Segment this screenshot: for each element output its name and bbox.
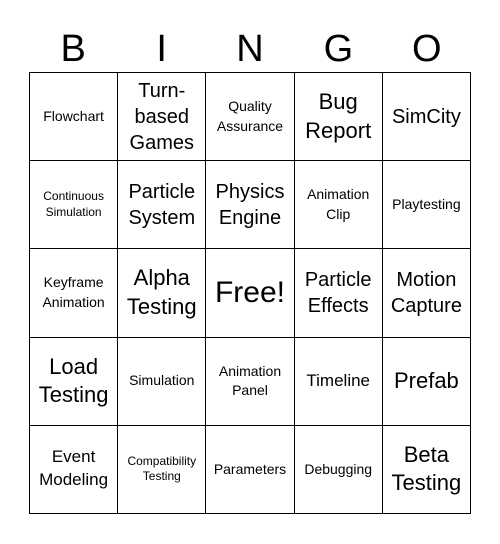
bingo-cell[interactable] bbox=[206, 161, 294, 249]
header-letter-o: O bbox=[412, 28, 442, 70]
cell-label: Timeline bbox=[306, 370, 370, 390]
bingo-board bbox=[29, 72, 471, 514]
bingo-cell[interactable] bbox=[118, 426, 206, 514]
cell-label: Motion Capture bbox=[390, 268, 462, 317]
bingo-cell[interactable] bbox=[206, 426, 294, 514]
cell-label: Flowchart bbox=[43, 107, 104, 124]
cell-label: Particle System bbox=[128, 180, 196, 229]
header-letter-b: B bbox=[60, 28, 86, 70]
bingo-cell[interactable] bbox=[206, 73, 294, 161]
cell-label: Free! bbox=[214, 275, 285, 309]
bingo-cell[interactable] bbox=[295, 338, 383, 426]
bingo-cell[interactable] bbox=[30, 338, 118, 426]
bingo-cell[interactable] bbox=[295, 249, 383, 337]
bingo-header bbox=[29, 26, 471, 72]
bingo-cell[interactable] bbox=[118, 73, 206, 161]
cell-label: Animation Clip bbox=[307, 186, 370, 222]
bingo-cell[interactable] bbox=[118, 338, 206, 426]
bingo-cell-free[interactable] bbox=[206, 249, 294, 337]
cell-label: Physics Engine bbox=[215, 180, 285, 229]
bingo-cell[interactable] bbox=[295, 73, 383, 161]
bingo-cell[interactable] bbox=[383, 338, 471, 426]
cell-label: Animation Panel bbox=[218, 362, 282, 399]
bingo-cell[interactable] bbox=[30, 161, 118, 249]
cell-label: Load Testing bbox=[38, 353, 109, 408]
cell-label: Alpha Testing bbox=[126, 265, 197, 319]
bingo-cell[interactable] bbox=[206, 338, 294, 426]
bingo-cell[interactable] bbox=[383, 249, 471, 337]
bingo-cell[interactable] bbox=[30, 73, 118, 161]
cell-label: Event Modeling bbox=[39, 447, 109, 490]
header-letter-g: G bbox=[323, 28, 354, 70]
bingo-cell[interactable] bbox=[118, 249, 206, 337]
bingo-cell[interactable] bbox=[30, 426, 118, 514]
bingo-cell[interactable] bbox=[30, 249, 118, 337]
cell-label: Simulation bbox=[129, 372, 195, 389]
bingo-cell[interactable] bbox=[295, 161, 383, 249]
bingo-cell[interactable] bbox=[383, 426, 471, 514]
cell-label: Compatibility Testing bbox=[127, 453, 197, 484]
cell-label: Turn-based Games bbox=[129, 79, 195, 154]
cell-label: Debugging bbox=[304, 460, 373, 477]
cell-label: Continuous Simulation bbox=[43, 189, 104, 219]
header-letter-i: I bbox=[156, 28, 167, 70]
cell-label: Playtesting bbox=[392, 195, 461, 212]
cell-label: SimCity bbox=[391, 105, 461, 128]
bingo-cell[interactable] bbox=[118, 161, 206, 249]
cell-label: Parameters bbox=[213, 460, 287, 477]
bingo-cell[interactable] bbox=[383, 161, 471, 249]
bingo-cell[interactable] bbox=[383, 73, 471, 161]
cell-label: Bug Report bbox=[305, 89, 372, 143]
cell-label: Particle Effects bbox=[304, 268, 372, 317]
header-letter-n: N bbox=[236, 28, 264, 70]
cell-label: Beta Testing bbox=[391, 441, 462, 496]
cell-label: Prefab bbox=[393, 367, 459, 393]
bingo-cell[interactable] bbox=[295, 426, 383, 514]
cell-label: Quality Assurance bbox=[216, 98, 284, 134]
cell-label: Keyframe Animation bbox=[42, 274, 105, 310]
